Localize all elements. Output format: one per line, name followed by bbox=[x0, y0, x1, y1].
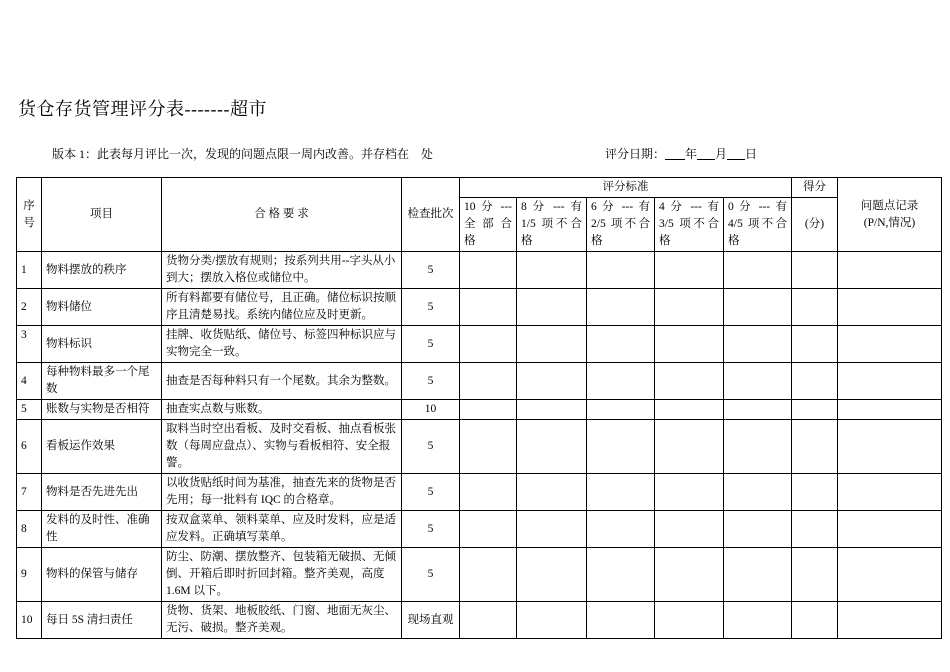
row-item: 账数与实物是否相符 bbox=[42, 400, 162, 420]
score-cell[interactable] bbox=[792, 363, 838, 400]
score-0-cell[interactable] bbox=[724, 363, 792, 400]
row-batch: 5 bbox=[402, 548, 460, 602]
row-no: 9 bbox=[17, 548, 42, 602]
score-6-cell[interactable] bbox=[587, 602, 655, 639]
score-6-cell[interactable] bbox=[587, 420, 655, 474]
score-6-cell[interactable] bbox=[587, 252, 655, 289]
issues-subtitle: (P/N,情况) bbox=[863, 216, 916, 229]
score-6-cell[interactable] bbox=[587, 326, 655, 363]
row-requirement: 挂牌、收货贴纸、储位号、标签四种标识应与实物完全一致。 bbox=[162, 326, 402, 363]
row-requirement: 防尘、防潮、摆放整齐、包装箱无破损、无倾倒、开箱后即时折回封箱。整齐美观，高度 1.6M 以下。 bbox=[162, 548, 402, 602]
score-4-cell[interactable] bbox=[655, 420, 724, 474]
rating-date bbox=[605, 145, 757, 162]
row-requirement: 以收货贴纸时间为基准，抽查先来的货物是否先用；每一批料有 IQC 的合格章。 bbox=[162, 474, 402, 511]
score-10-cell[interactable] bbox=[460, 252, 517, 289]
score-4-cell[interactable] bbox=[655, 474, 724, 511]
row-no: 2 bbox=[17, 289, 42, 326]
row-no: 1 bbox=[17, 252, 42, 289]
date-label: 评分日期： bbox=[605, 147, 666, 161]
score-0-cell[interactable] bbox=[724, 252, 792, 289]
row-item: 物料标识 bbox=[42, 326, 162, 363]
row-no: 5 bbox=[17, 400, 42, 420]
row-batch: 5 bbox=[402, 474, 460, 511]
row-batch: 5 bbox=[402, 511, 460, 548]
score-4-cell[interactable] bbox=[655, 326, 724, 363]
criteria-10: 10 分 --- 全 部 合 格 bbox=[460, 198, 517, 252]
score-0-cell[interactable] bbox=[724, 474, 792, 511]
score-0-cell[interactable] bbox=[724, 511, 792, 548]
row-requirement: 抽查实点数与账数。 bbox=[162, 400, 402, 420]
score-10-cell[interactable] bbox=[460, 511, 517, 548]
score-4-cell[interactable] bbox=[655, 363, 724, 400]
score-6-cell[interactable] bbox=[587, 400, 655, 420]
score-10-cell[interactable] bbox=[460, 602, 517, 639]
issues-cell[interactable] bbox=[838, 252, 942, 289]
score-10-cell[interactable] bbox=[460, 400, 517, 420]
header-seq: 序号 bbox=[17, 178, 42, 252]
page-title: 货仓存货管理评分表-------超市 bbox=[18, 99, 267, 119]
row-item: 物料是否先进先出 bbox=[42, 474, 162, 511]
row-batch: 5 bbox=[402, 363, 460, 400]
issues-cell[interactable] bbox=[838, 400, 942, 420]
score-8-cell[interactable] bbox=[517, 326, 587, 363]
score-cell[interactable] bbox=[792, 400, 838, 420]
table-row bbox=[17, 326, 942, 363]
row-no: 3 bbox=[17, 326, 42, 363]
score-8-cell[interactable] bbox=[517, 602, 587, 639]
row-batch: 5 bbox=[402, 252, 460, 289]
month-blank[interactable] bbox=[697, 147, 715, 160]
header-issues bbox=[838, 178, 942, 252]
table-row bbox=[17, 548, 942, 602]
row-requirement: 货物、货架、地板胶纸、门窗、地面无灰尘、无污、破损。整齐美观。 bbox=[162, 602, 402, 639]
score-0-cell[interactable] bbox=[724, 548, 792, 602]
score-cell[interactable] bbox=[792, 511, 838, 548]
score-cell[interactable] bbox=[792, 289, 838, 326]
criteria-8: 8 分 --- 有 1/5 项不合格 bbox=[517, 198, 587, 252]
row-requirement: 取料当时空出看板、及时交看板、抽点看板张数（每周应盘点）、实物与看板相符、安全报警。 bbox=[162, 420, 402, 474]
row-requirement: 所有料都要有储位号，且正确。储位标识按顺序且清楚易找。系统内储位应及时更新。 bbox=[162, 289, 402, 326]
score-6-cell[interactable] bbox=[587, 289, 655, 326]
header-criteria: 评分标准 bbox=[460, 178, 792, 198]
table-row bbox=[17, 252, 942, 289]
issues-cell[interactable] bbox=[838, 363, 942, 400]
score-unit: (分) bbox=[792, 198, 838, 252]
issues-cell[interactable] bbox=[838, 420, 942, 474]
date-month: 月 bbox=[715, 147, 728, 161]
score-4-cell[interactable] bbox=[655, 602, 724, 639]
score-8-cell[interactable] bbox=[517, 420, 587, 474]
score-8-cell[interactable] bbox=[517, 289, 587, 326]
row-no: 4 bbox=[17, 363, 42, 400]
score-cell[interactable] bbox=[792, 602, 838, 639]
date-day: 日 bbox=[745, 147, 758, 161]
row-no: 8 bbox=[17, 511, 42, 548]
score-6-cell[interactable] bbox=[587, 548, 655, 602]
header-batch: 检查批次 bbox=[402, 178, 460, 252]
score-10-cell[interactable] bbox=[460, 420, 517, 474]
row-no: 7 bbox=[17, 474, 42, 511]
score-cell[interactable] bbox=[792, 326, 838, 363]
score-cell[interactable] bbox=[792, 252, 838, 289]
score-10-cell[interactable] bbox=[460, 326, 517, 363]
score-cell[interactable] bbox=[792, 474, 838, 511]
row-batch: 5 bbox=[402, 420, 460, 474]
issues-cell[interactable] bbox=[838, 602, 942, 639]
issues-cell[interactable] bbox=[838, 289, 942, 326]
table-row bbox=[17, 363, 942, 400]
row-item: 每日 5S 清扫责任 bbox=[42, 602, 162, 639]
score-6-cell[interactable] bbox=[587, 363, 655, 400]
table-row bbox=[17, 511, 942, 548]
row-item: 物料的保管与储存 bbox=[42, 548, 162, 602]
row-batch: 5 bbox=[402, 326, 460, 363]
row-batch: 现场直观 bbox=[402, 602, 460, 639]
score-8-cell[interactable] bbox=[517, 252, 587, 289]
issues-cell[interactable] bbox=[838, 548, 942, 602]
score-4-cell[interactable] bbox=[655, 511, 724, 548]
row-batch: 5 bbox=[402, 289, 460, 326]
score-10-cell[interactable] bbox=[460, 474, 517, 511]
score-4-cell[interactable] bbox=[655, 400, 724, 420]
row-no: 10 bbox=[17, 602, 42, 639]
score-10-cell[interactable] bbox=[460, 363, 517, 400]
issues-cell[interactable] bbox=[838, 511, 942, 548]
score-6-cell[interactable] bbox=[587, 511, 655, 548]
row-item: 每种物料最多一个尾数 bbox=[42, 363, 162, 400]
table-row bbox=[17, 602, 942, 639]
score-8-cell[interactable] bbox=[517, 511, 587, 548]
row-item: 发料的及时性、准确性 bbox=[42, 511, 162, 548]
score-10-cell[interactable] bbox=[460, 289, 517, 326]
score-6-cell[interactable] bbox=[587, 474, 655, 511]
row-requirement: 货物分类/摆放有规则；按系列共用--字头从小到大；摆放入格位或储位中。 bbox=[162, 252, 402, 289]
criteria-4: 4 分 --- 有 3/5 项不合格 bbox=[655, 198, 724, 252]
score-0-cell[interactable] bbox=[724, 400, 792, 420]
issues-cell[interactable] bbox=[838, 326, 942, 363]
table-row bbox=[17, 474, 942, 511]
header-score: 得分 bbox=[792, 178, 838, 198]
issues-title: 问题点记录 bbox=[860, 199, 919, 212]
score-4-cell[interactable] bbox=[655, 548, 724, 602]
header-standard: 合 格 要 求 bbox=[162, 178, 402, 252]
date-year: 年 bbox=[685, 147, 698, 161]
score-table bbox=[16, 177, 942, 639]
score-8-cell[interactable] bbox=[517, 363, 587, 400]
criteria-6: 6 分 --- 有 2/5 项不合格 bbox=[587, 198, 655, 252]
day-blank[interactable] bbox=[727, 147, 745, 160]
criteria-0: 0 分 --- 有 4/5 项不合格 bbox=[724, 198, 792, 252]
table-row bbox=[17, 400, 942, 420]
score-0-cell[interactable] bbox=[724, 602, 792, 639]
score-0-cell[interactable] bbox=[724, 420, 792, 474]
issues-cell[interactable] bbox=[838, 474, 942, 511]
score-8-cell[interactable] bbox=[517, 474, 587, 511]
row-item: 物料储位 bbox=[42, 289, 162, 326]
score-4-cell[interactable] bbox=[655, 252, 724, 289]
score-4-cell[interactable] bbox=[655, 289, 724, 326]
row-requirement: 抽查是否每种料只有一个尾数。其余为整数。 bbox=[162, 363, 402, 400]
table-row bbox=[17, 289, 942, 326]
score-0-cell[interactable] bbox=[724, 326, 792, 363]
score-0-cell[interactable] bbox=[724, 289, 792, 326]
version-note: 版本 1：此表每月评比一次，发现的问题点限一周内改善。并存档在 处 bbox=[52, 147, 434, 161]
row-item: 物料摆放的秩序 bbox=[42, 252, 162, 289]
header-item: 项目 bbox=[42, 178, 162, 252]
score-cell[interactable] bbox=[792, 548, 838, 602]
row-batch: 10 bbox=[402, 400, 460, 420]
table-row bbox=[17, 420, 942, 474]
score-8-cell[interactable] bbox=[517, 548, 587, 602]
row-no: 6 bbox=[17, 420, 42, 474]
row-requirement: 按双盒菜单、领料菜单、应及时发料，应是适应发料。正确填写菜单。 bbox=[162, 511, 402, 548]
score-8-cell[interactable] bbox=[517, 400, 587, 420]
score-10-cell[interactable] bbox=[460, 548, 517, 602]
year-blank[interactable] bbox=[665, 147, 685, 160]
row-item: 看板运作效果 bbox=[42, 420, 162, 474]
score-cell[interactable] bbox=[792, 420, 838, 474]
